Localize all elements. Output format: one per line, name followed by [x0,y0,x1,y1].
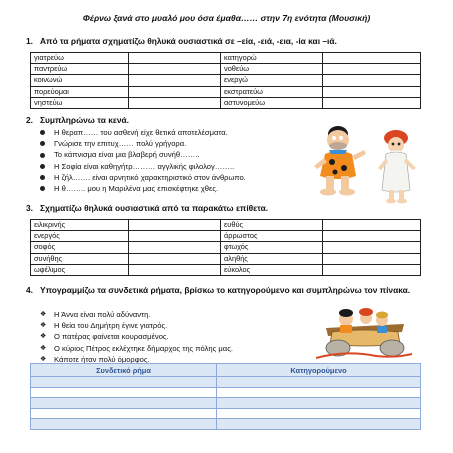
answer-cell[interactable] [129,220,221,231]
answer-cell[interactable] [129,86,221,97]
table-row [31,86,421,97]
diamond-bullet-icon: ❖ [40,333,47,341]
section1-table [30,52,421,109]
linking-verb-cell[interactable] [31,387,217,398]
linking-verb-cell[interactable] [31,408,217,419]
answer-cell[interactable] [129,231,221,242]
bullet-icon [40,153,45,158]
list-item-text: Κάποτε ήταν πολύ όμορφος. [54,354,150,364]
table-row [31,75,421,86]
list-item [40,183,246,194]
linking-verb-cell[interactable] [31,398,217,409]
list-item-text: Ο κύριος Πέτρος εκλέχτηκε δήμαρχος της πόλης μας. [54,343,233,353]
column-header-predicate: Κατηγορούμενο [217,364,421,377]
word-cell: νηστεύω [31,97,129,108]
section4-answer-table [30,363,421,430]
answer-cell[interactable] [323,220,421,231]
cartoon-fred-illustration [308,120,370,198]
word-cell: πορεύομαι [31,86,129,97]
word-cell: ωφέλιμος [31,264,129,275]
list-item [40,343,233,354]
page-title: Φέρνω ξανά στο μυαλό μου όσα έμαθα…… στην 7η ενότητα (Μουσική) [82,13,371,23]
word-cell: ενεργός [31,231,129,242]
list-item-text: Η ζήλ……. είναι αρνητικό χαρακτηριστικό στον άνθρωπο. [54,172,246,182]
table-row [31,97,421,108]
answer-cell[interactable] [129,97,221,108]
cartoon-car-illustration [316,302,412,360]
column-header-linking-verb: Συνδετικό ρήμα [31,364,217,377]
section1-heading-text: Από τα ρήματα σχηματίζω θηλυκά ουσιαστικά σε –εία, -ειά, -εια, -ία και –ιά. [40,36,337,46]
word-cell: νοθεύω [221,64,323,75]
list-item-text: Η Σοφία είναι καθηγήτρ……… αγγλικής φιλολογ…….. [54,161,235,171]
predicate-cell[interactable] [217,419,421,430]
list-item [40,331,233,342]
word-cell: εύκολος [221,264,323,275]
list-item-text: Η θ…….. μου η Μαριλένα μας επισκέφτηκε χθες. [54,184,219,194]
answer-cell[interactable] [129,264,221,275]
answer-cell[interactable] [323,97,421,108]
cartoon-wilma-illustration [372,128,424,206]
list-item [40,127,246,138]
answer-cell[interactable] [129,53,221,64]
section4-list [40,309,233,365]
section3-number: 3. [26,203,33,213]
diamond-bullet-icon: ❖ [40,311,47,318]
predicate-cell[interactable] [217,387,421,398]
section2-number: 2. [26,115,33,125]
list-item-text: Η θεία του Δημήτρη έγινε γιατρός. [54,321,168,331]
section3-heading [26,203,268,213]
section4-number: 4. [26,285,33,295]
bullet-icon [40,175,45,180]
list-item [40,309,233,320]
section2-heading [26,115,129,125]
section4-heading [26,285,426,296]
list-item [40,161,246,172]
diamond-bullet-icon: ❖ [40,344,47,352]
answer-cell[interactable] [323,64,421,75]
table-row [31,253,421,264]
bullet-icon [40,141,45,146]
table-row [31,53,421,64]
list-item [40,138,246,149]
word-cell: φτωχός [221,242,323,253]
predicate-cell[interactable] [217,398,421,409]
diamond-bullet-icon: ❖ [40,355,47,363]
table-row [31,419,421,430]
word-cell: αληθής [221,253,323,264]
answer-cell[interactable] [129,64,221,75]
table-row [31,408,421,419]
table-row [31,64,421,75]
list-item-text: Η Άννα είναι πολύ αδύναντη. [54,310,151,319]
linking-verb-cell[interactable] [31,377,217,388]
table-row [31,220,421,231]
answer-cell[interactable] [129,75,221,86]
section1-heading [26,36,337,46]
bullet-icon [40,164,45,169]
table-row [31,398,421,409]
answer-cell[interactable] [323,264,421,275]
section1-number: 1. [26,36,33,46]
list-item [40,149,246,160]
bullet-icon [40,186,45,191]
word-cell: συνήθης [31,253,129,264]
table-row [31,387,421,398]
table-row [31,264,421,275]
word-cell: σοφός [31,242,129,253]
section3-heading-text: Σχηματίζω θηλυκά ουσιαστικά από τα παρακάτω επίθετα. [40,203,269,213]
word-cell: γιατρεύω [31,53,129,64]
list-item-text: Το κάπνισμα είναι μια βλαβερή συνήθ…….. [54,150,200,160]
answer-cell[interactable] [323,242,421,253]
word-cell: κοινωνώ [31,75,129,86]
predicate-cell[interactable] [217,408,421,419]
list-item-text: Γνώρισε την επιτυχ…… πολύ γρήγορα. [54,139,187,149]
word-cell: ευθύς [221,220,323,231]
word-cell: ειλικρινής [31,220,129,231]
list-item-text: Ο πατέρας φαίνεται κουρασμένος. [54,332,169,342]
answer-cell[interactable] [323,75,421,86]
word-cell: άρρωστος [221,231,323,242]
section4-heading-text: Υπογραμμίζω τα συνδετικά ρήματα, βρίσκω το κατηγορούμενο και συμπληρώνω τον πίνακα. [40,285,411,295]
answer-cell[interactable] [323,231,421,242]
section3-table [30,219,421,276]
word-cell: παντρεύω [31,64,129,75]
word-cell: κατηγορώ [221,53,323,64]
list-item [40,172,246,183]
answer-cell[interactable] [323,86,421,97]
diamond-bullet-icon: ❖ [40,322,47,330]
answer-cell[interactable] [129,242,221,253]
table-row [31,231,421,242]
answer-cell[interactable] [129,253,221,264]
linking-verb-cell[interactable] [31,419,217,430]
table-row [31,377,421,388]
table-row [31,242,421,253]
word-cell: ενεργώ [221,75,323,86]
word-cell: αστυνομεύω [221,97,323,108]
bullet-icon [40,130,45,135]
section2-heading-text: Συμπληρώνω τα κενά. [40,115,129,125]
word-cell: εκστρατεύω [221,86,323,97]
list-item-text: Η θεραπ…… του ασθενή είχε θετικά αποτελέσματα. [54,128,228,137]
answer-cell[interactable] [323,53,421,64]
list-item [40,320,233,331]
section2-list [40,127,246,194]
predicate-cell[interactable] [217,377,421,388]
answer-cell[interactable] [323,253,421,264]
